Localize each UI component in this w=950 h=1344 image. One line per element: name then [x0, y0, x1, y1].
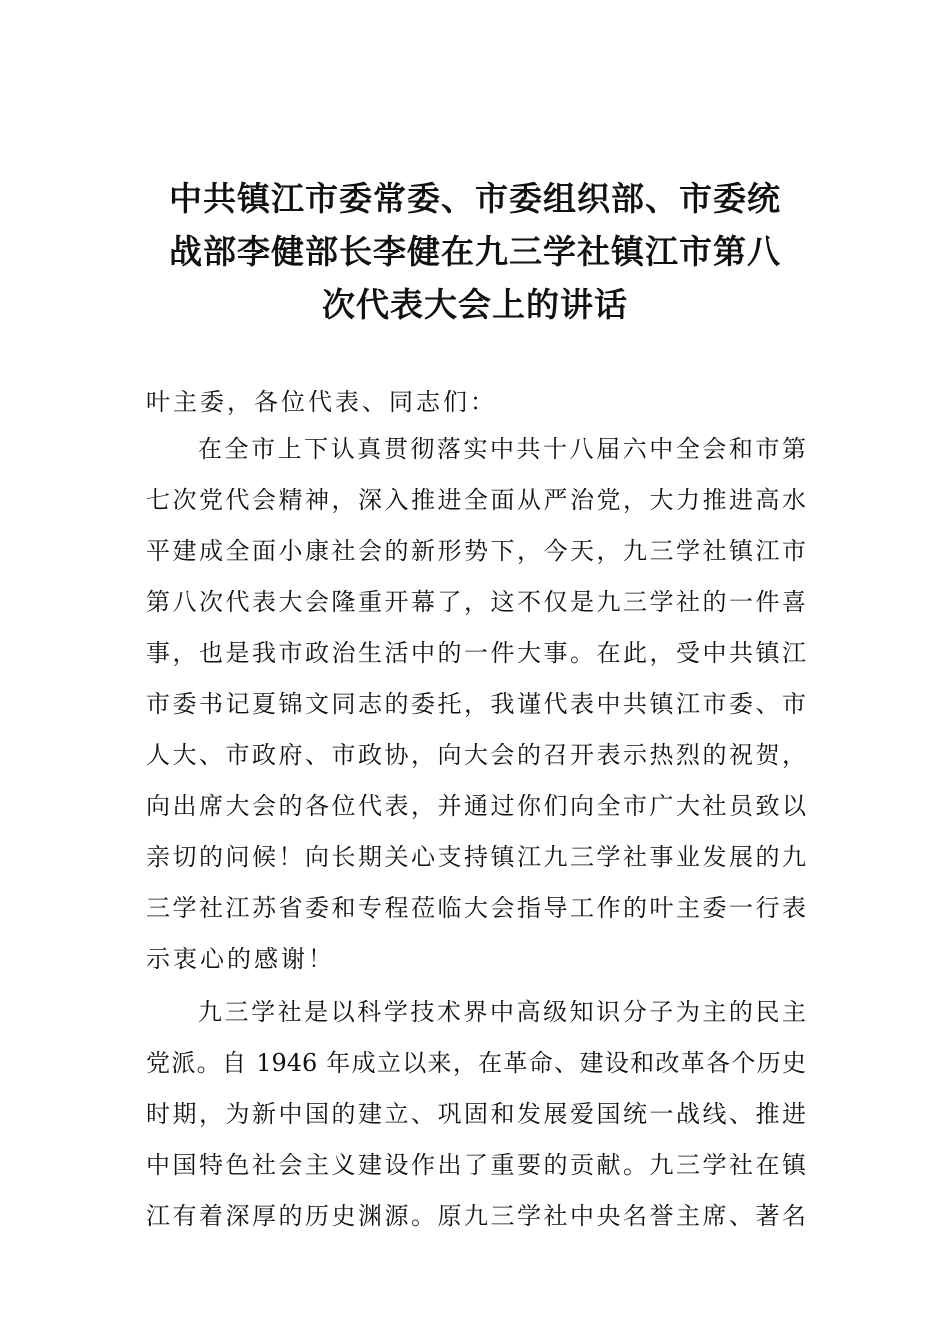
document-title	[150, 172, 800, 331]
body-line: 在全市上下认真贯彻落实中共十八届六中全会和市第	[198, 435, 806, 463]
body-line: 九三学社是以科学技术界中高级知识分子为主的民主	[198, 998, 806, 1026]
body-line: 亲切的问候！向长期关心支持镇江九三学社事业发展的九	[146, 843, 806, 871]
body-line: 市委书记夏锦文同志的委托，我谨代表中共镇江市委、市	[146, 690, 806, 718]
body-line: 时期，为新中国的建立、巩固和发展爱国统一战线、推进	[146, 1100, 806, 1128]
body-line: 平建成全面小康社会的新形势下，今天，九三学社镇江市	[146, 537, 806, 565]
salutation: 叶主委，各位代表、同志们：	[146, 388, 497, 416]
body-line: 七次党代会精神，深入推进全面从严治党，大力推进高水	[146, 486, 806, 514]
title-line-1: 中共镇江市委常委、市委组织部、市委统	[169, 179, 781, 218]
title-line-2: 战部李健部长李健在九三学社镇江市第八	[169, 232, 781, 271]
body-line: 事，也是我市政治生活中的一件大事。在此，受中共镇江	[146, 639, 806, 667]
body-line: 第八次代表大会隆重开幕了，这不仅是九三学社的一件喜	[146, 588, 806, 616]
body-line: 党派。自 1946 年成立以来，在革命、建设和改革各个历史	[146, 1049, 806, 1077]
body-line: 江有着深厚的历史渊源。原九三学社中央名誉主席、著名	[146, 1202, 806, 1230]
body-line: 示衷心的感谢！	[146, 945, 335, 973]
body-line: 中国特色社会主义建设作出了重要的贡献。九三学社在镇	[146, 1151, 806, 1179]
body-line: 三学社江苏省委和专程莅临大会指导工作的叶主委一行表	[146, 894, 806, 922]
title-line-3: 次代表大会上的讲话	[322, 285, 628, 324]
body-line: 人大、市政府、市政协，向大会的召开表示热烈的祝贺，	[146, 741, 806, 769]
body-line: 向出席大会的各位代表，并通过你们向全市广大社员致以	[146, 792, 806, 820]
